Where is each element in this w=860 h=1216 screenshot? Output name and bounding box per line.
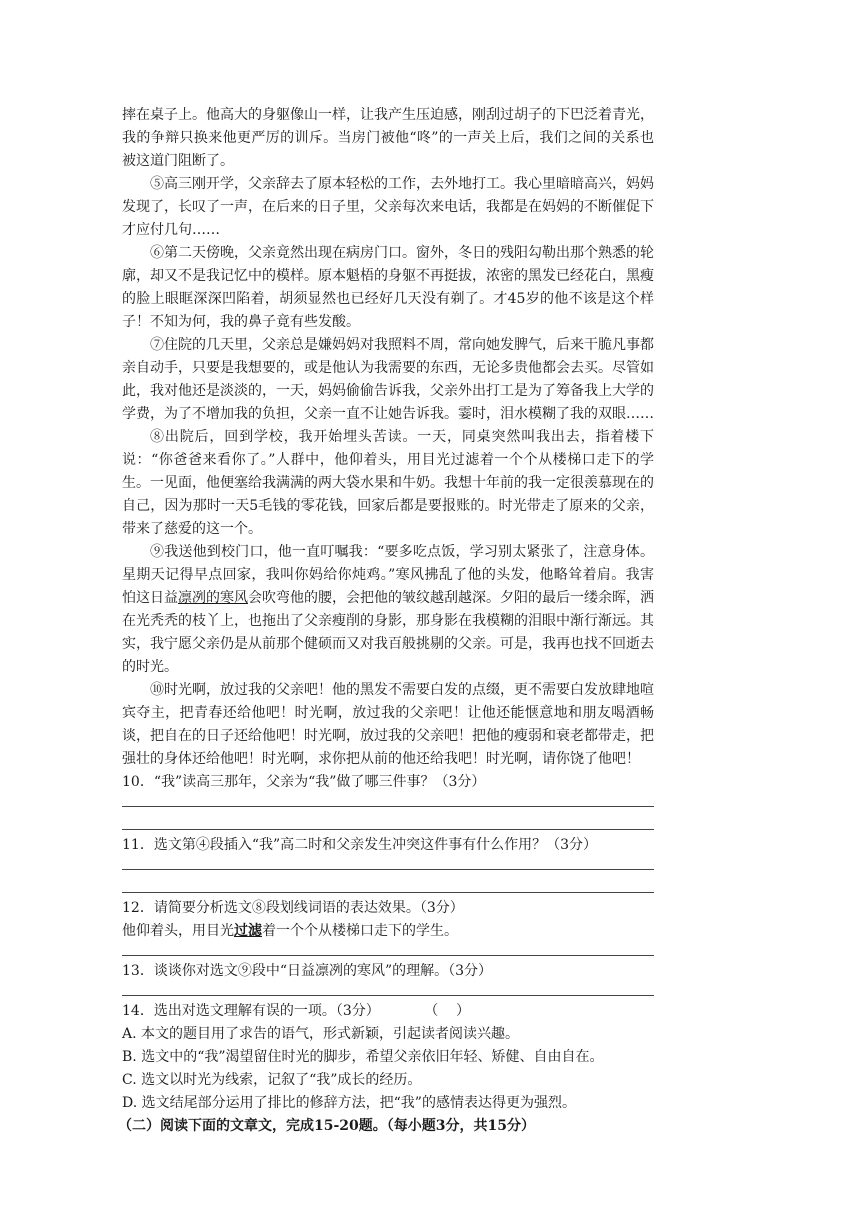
paragraph-6: ⑥第二天傍晚，父亲竟然出现在病房门口。窗外，冬日的残阳勾勒出那个熟悉的轮廓，却又不是我记忆中的模样。原本魁梧的身躯不再挺拔，浓密的黑发已经花白，黑瘦的脸上眼眶深深凹陷着，胡须显然也已经好几天没有剃了。才45岁的他不该是这个样子！不知为何，我的鼻子竟有些发酸。 (122, 245, 654, 330)
answer-line[interactable] (122, 943, 654, 956)
option-c: C. 选文以时光为线索，记叙了“我”成长的经历。 (122, 1072, 422, 1088)
sentence-part-a: 他仰着头，用目光 (122, 923, 234, 939)
paragraph-7: ⑦住院的几天里，父亲总是嫌妈妈对我照料不周，常向她发脾气，后来干脆凡事都亲自动手，只要是我想要的，或是他认为我需要的东西，无论多贵他都会去买。尽管如此，我对他还是淡淡的，一天，妈妈偷偷告诉我，父亲外出打工是为了筹备我上大学的学费，为了不增加我的负担，父亲一直不让她告诉我。霎时，泪水模糊了我的双眼…… (122, 337, 654, 422)
section-heading: （二）阅读下面的文章文，完成15-20题。（每小题3分，共15分） (118, 1118, 535, 1134)
paragraph-9-part-b: 会吹弯他的腰，会把他的皱纹越刮越深。夕阳的最后一缕余晖，洒在光秃秃的枝丫上，也拖出了父亲瘦削的身影，那身影在我模糊的泪眼中渐行渐远。其实，我宁愿父亲仍是从前那个健硕而又对我百般挑剔的父亲。可是，我再也找不回逝去的时光。 (122, 590, 654, 675)
paragraph-continued: 摔在桌子上。他高大的身躯像山一样，让我产生压迫感，刚刮过胡子的下巴泛着青光，我的争辩只换来他更严厉的训斥。当房门被他“咚”的一声关上后，我们之间的关系也被这道门阻断了。 (122, 107, 654, 169)
question-11: 11．选文第④段插入“我”高二时和父亲发生冲突这件事有什么作用？（3分） (122, 837, 598, 853)
answer-line[interactable] (122, 870, 654, 893)
answer-line[interactable] (122, 983, 654, 996)
sentence-part-b: 着一个个从楼梯口走下的学生。 (262, 923, 458, 939)
answer-line[interactable] (122, 857, 654, 870)
page-content (118, 104, 654, 1138)
keyword-filter: 过滤 (234, 923, 262, 939)
option-a: A. 本文的题目用了求告的语气，形式新颖，引起读者阅读兴趣。 (122, 1026, 520, 1042)
question-14: 14．选出对选文理解有误的一项。（3分） （ ） (122, 1003, 471, 1019)
question-13: 13．谈谈你对选文⑨段中“日益凛冽的寒风”的理解。（3分） (122, 963, 493, 979)
paragraph-9-part-a: ⑨我送他到校门口，他一直叮嘱我：“要多吃点饭，学习别太紧张了，注意身体。星期天记得早点回家，我叫你妈给你炖鸡。”寒风拂乱了他的头发，他略耸着肩。我害怕这日益 (122, 544, 654, 606)
answer-line[interactable] (122, 807, 654, 830)
paragraph-5: ⑤高三刚开学，父亲辞去了原本轻松的工作，去外地打工。我心里暗暗高兴，妈妈发现了，长叹了一声，在后来的日子里，父亲每次来电话，我都是在妈妈的不断催促下才应付几句…… (122, 176, 654, 238)
paragraph-10: ⑩时光啊，放过我的父亲吧！他的黑发不需要白发的点缀，更不需要白发放肆地喧宾夺主，把青春还给他吧！时光啊，放过我的父亲吧！让他还能惬意地和朋友喝酒畅谈，把自在的日子还给他吧！时光啊，放过我的父亲吧！把他的瘦弱和衰老都带走，把强壮的身体还给他吧！时光啊，求你把从前的他还给我吧！时光啊，请你饶了他吧！ (122, 682, 654, 767)
question-10: 10．“我”读高三那年，父亲为“我”做了哪三件事？（3分） (122, 774, 486, 790)
option-d: D. 选文结尾部分运用了排比的修辞方法，把“我”的感情表达得更为强烈。 (122, 1095, 576, 1111)
question-12-sentence (122, 920, 654, 943)
underlined-phrase-cold-wind: 凛冽的寒风 (178, 590, 248, 606)
paragraph-8: ⑧出院后，回到学校，我开始埋头苦读。一天，同桌突然叫我出去，指着楼下说：“你爸爸来看你了。”人群中，他仰着头，用目光过滤着一个个从楼梯口走下的学生。一见面，他便塞给我满满的两大袋水果和牛奶。我想十年前的我一定很羡慕现在的自己，因为那时一天5毛钱的零花钱，回家后都是要报账的。时光带走了原来的父亲，带来了慈爱的这一个。 (122, 429, 654, 537)
question-12: 12．请简要分析选文⑧段划线词语的表达效果。（3分） (122, 900, 464, 916)
paragraph-9 (122, 541, 654, 679)
answer-line[interactable] (122, 794, 654, 807)
option-b: B. 选文中的“我”渴望留住时光的脚步，希望父亲依旧年轻、矫健、自由自在。 (122, 1049, 604, 1065)
